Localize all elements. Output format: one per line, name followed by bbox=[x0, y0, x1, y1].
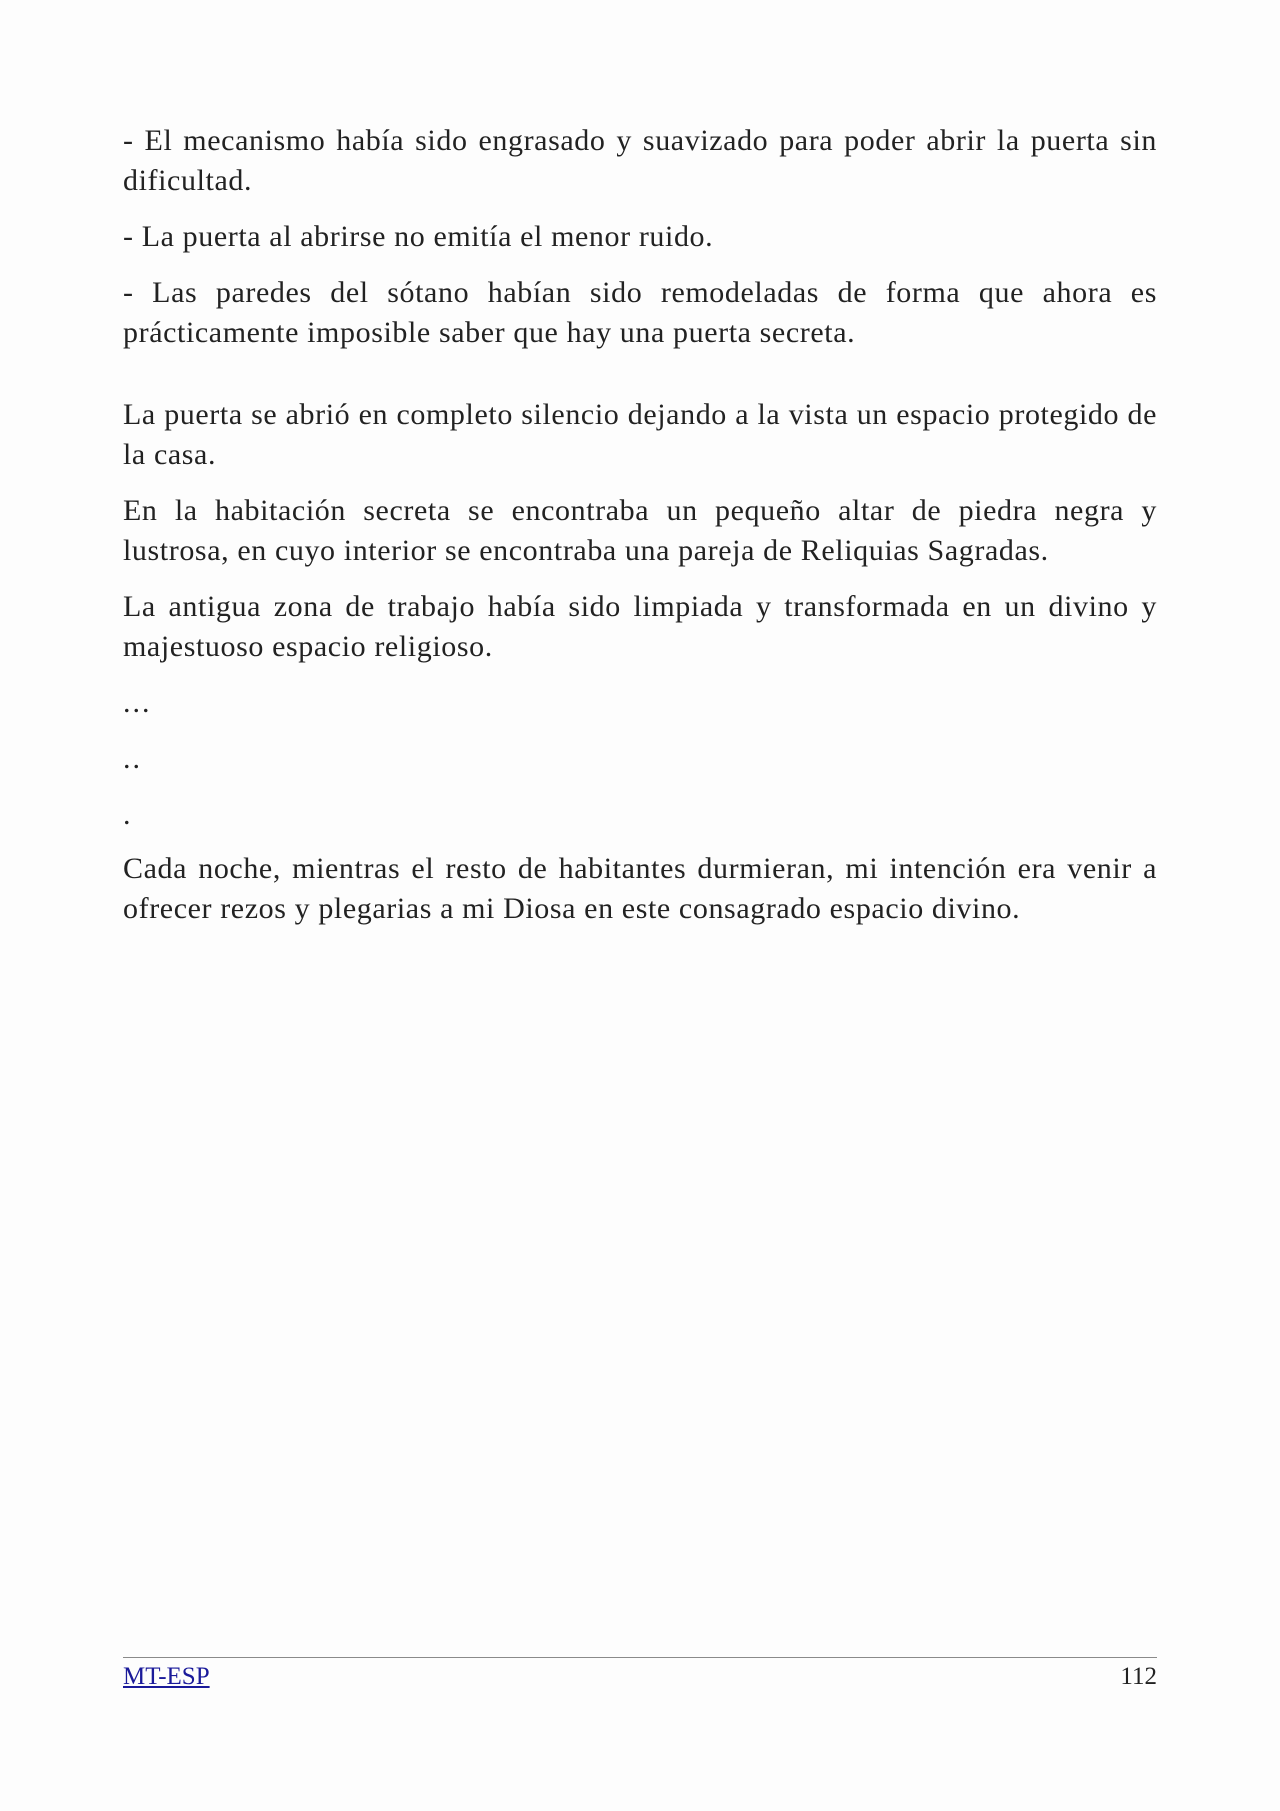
page-number: 112 bbox=[1120, 1663, 1157, 1690]
separator-two-dots: .. bbox=[123, 742, 142, 775]
list-item-basement-walls: - Las paredes del sótano habían sido remodeladas de forma que ahora es prácticamente imposible saber que hay una puerta secreta. bbox=[123, 276, 1157, 349]
list-item-door-silent: - La puerta al abrirse no emitía el menor ruido. bbox=[123, 220, 714, 253]
paragraph-secret-room: En la habitación secreta se encontraba un pequeño altar de piedra negra y lustrosa, en cuyo interior se encontraba una pareja de Reliquias Sagradas. bbox=[123, 494, 1157, 567]
separator-one-dot: . bbox=[123, 798, 133, 831]
separator-three-dots: ... bbox=[123, 686, 152, 719]
list-item-mechanism: - El mecanismo había sido engrasado y suavizado para poder abrir la puerta sin dificultad. bbox=[123, 124, 1157, 197]
footer-label-link[interactable]: MT-ESP bbox=[123, 1663, 210, 1690]
page-footer bbox=[123, 1657, 1157, 1693]
document-page bbox=[123, 121, 1157, 929]
paragraph-door-opened: La puerta se abrió en completo silencio dejando a la vista un espacio protegido de la casa. bbox=[123, 398, 1157, 471]
paragraph-every-night: Cada noche, mientras el resto de habitantes durmieran, mi intención era venir a ofrecer rezos y plegarias a mi Diosa en este consagrado espacio divino. bbox=[123, 852, 1157, 925]
paragraph-work-area: La antigua zona de trabajo había sido limpiada y transformada en un divino y majestuoso espacio religioso. bbox=[123, 590, 1157, 663]
